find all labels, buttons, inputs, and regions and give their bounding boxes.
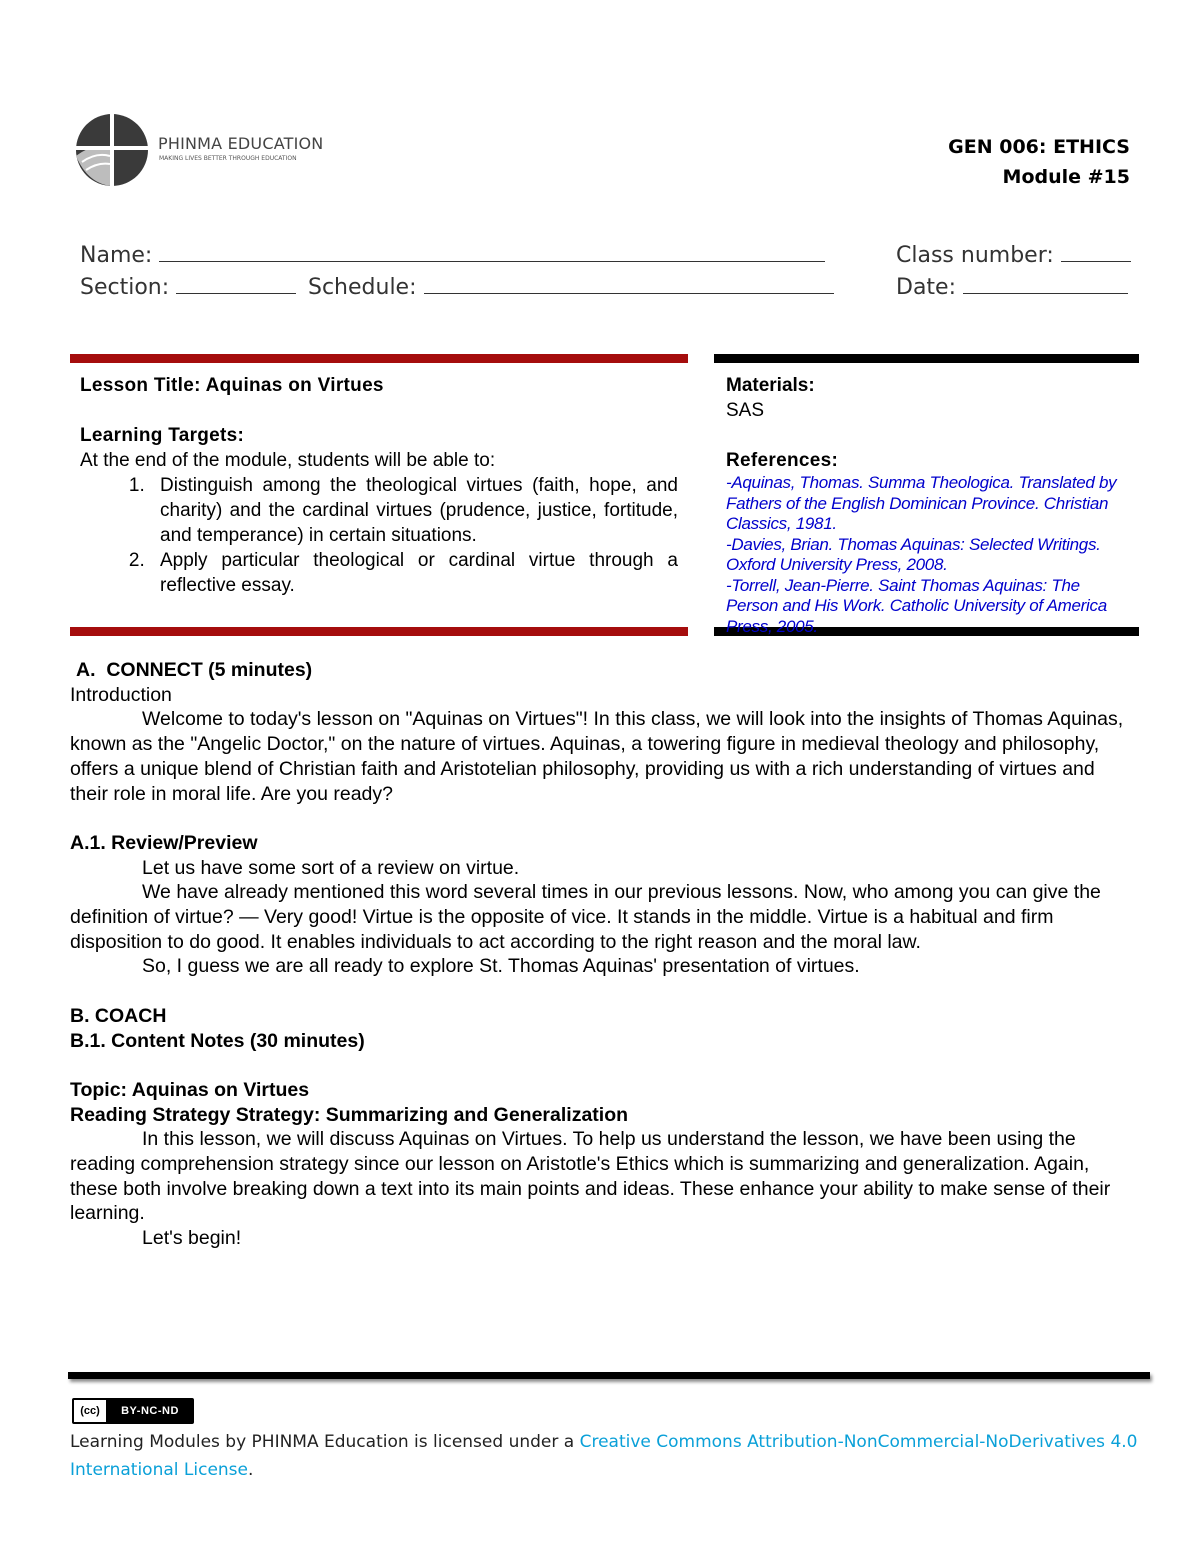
learning-targets-heading: Learning Targets: (80, 425, 245, 446)
logo-tagline: MAKING LIVES BETTER THROUGH EDUCATION (159, 155, 297, 162)
cc-by-nc-nd-label: BY-NC-ND (121, 1405, 179, 1417)
logo-name: PHINMA EDUCATION (158, 134, 324, 153)
cc-license-badge[interactable] (72, 1398, 194, 1424)
reference-3: -Torrell, Jean-Pierre. Saint Thomas Aquinas: The Person and His Work. Catholic University of America Press, 2005. (726, 575, 1107, 636)
connect-heading: A. CONNECT (5 minutes) (76, 659, 313, 681)
section-label: Section: (80, 275, 170, 300)
review-paragraph-2: We have already mentioned this word several times in our previous lessons. Now, who among you can give the definition of virtue? — Very good! Virtue is the opposite of vice. It stands in the middle. Virtue is a habitual and firm disposition to do good. It enables individuals to act according to the right reason and the moral law. (70, 881, 1101, 953)
reference-1: -Aquinas, Thomas. Summa Theologica. Translated by Fathers of the English Dominican Province. Christian Classics, 1981. (726, 473, 1117, 533)
license-prefix: Learning Modules by PHINMA Education is licensed under a (70, 1432, 580, 1452)
name-label: Name: (80, 243, 153, 268)
footer-divider (68, 1372, 1150, 1379)
topic-heading: Topic: Aquinas on Virtues (70, 1078, 310, 1101)
schedule-field[interactable] (308, 273, 834, 300)
learning-target-1: 1. Distinguish among the theological virtues (faith, hope, and charity) and the cardinal virtues (prudence, justice, fortitude, and temperance) in certain situations. (150, 473, 678, 548)
materials-box (714, 354, 1139, 636)
lesson-box-top-bar (70, 354, 688, 363)
review-heading: A.1. Review/Preview (70, 831, 258, 854)
introduction-paragraph: Welcome to today's lesson on "Aquinas on Virtues"! In this class, we will look into the insights of Thomas Aquinas, known as the "Angelic Doctor," on the nature of virtues. Aquinas, a towering figure in medieval theology and philosophy, offers a unique blend of Christian faith and Aristotelian philosophy, providing us with a rich understanding of virtues and their role in moral life. Are you ready? (70, 708, 1124, 805)
learning-target-2: 2. Apply particular theological or cardinal virtue through a reflective essay. (150, 548, 678, 598)
course-code: GEN 006: ETHICS (948, 136, 1130, 158)
date-blank[interactable] (963, 273, 1128, 294)
review-paragraph-3: So, I guess we are all ready to explore St. Thomas Aquinas' presentation of virtues. (142, 955, 860, 978)
materials-heading: Materials: (726, 375, 815, 396)
materials-box-top-bar (714, 354, 1139, 363)
coach-heading: B. COACH (70, 1004, 167, 1027)
reading-strategy-heading: Reading Strategy Strategy: Summarizing and Generalization (70, 1103, 629, 1126)
class-number-blank[interactable] (1061, 241, 1131, 262)
references-heading: References: (726, 450, 839, 471)
schedule-label: Schedule: (308, 275, 417, 300)
section-field[interactable] (80, 273, 296, 300)
section-blank[interactable] (176, 273, 296, 294)
date-label: Date: (896, 275, 956, 300)
license-statement (70, 1428, 1140, 1484)
lesson-box-bottom-bar (70, 627, 688, 636)
phinma-logo (74, 112, 334, 188)
cc-icon: (cc) (74, 1400, 108, 1422)
class-number-label: Class number: (896, 243, 1054, 268)
introduction-label: Introduction (70, 683, 172, 706)
module-body (70, 658, 1130, 1251)
materials-value: SAS (726, 400, 765, 421)
name-field[interactable] (80, 241, 825, 268)
class-number-field[interactable] (896, 241, 1131, 268)
name-blank[interactable] (159, 241, 825, 262)
coach-paragraph-2: Let's begin! (142, 1227, 242, 1250)
review-paragraph-1: Let us have some sort of a review on virtue. (142, 856, 520, 879)
lesson-title: Lesson Title: Aquinas on Virtues (80, 375, 384, 396)
lesson-box (70, 354, 688, 636)
learning-targets-list (80, 473, 678, 598)
module-number: Module #15 (1002, 166, 1130, 188)
license-suffix: . (248, 1460, 254, 1480)
course-header (948, 132, 1130, 192)
date-field[interactable] (896, 273, 1128, 300)
content-notes-heading: B.1. Content Notes (30 minutes) (70, 1029, 365, 1052)
license-link[interactable]: Creative Commons Attribution-NonCommercial-NoDerivatives 4.0 International License (70, 1432, 1138, 1480)
coach-paragraph-1: In this lesson, we will discuss Aquinas on Virtues. To help us understand the lesson, we have been using the reading comprehension strategy since our lesson on Aristotle's Ethics which is summarizing and generalization. Again, these both involve breaking down a text into its main points and ideas. These enhance your ability to make sense of their learning. (70, 1128, 1111, 1225)
schedule-blank[interactable] (424, 273, 834, 294)
learning-targets-intro: At the end of the module, students will be able to: (80, 450, 496, 471)
reference-2: -Davies, Brian. Thomas Aquinas: Selected Writings. Oxford University Press, 2008. (726, 534, 1101, 574)
